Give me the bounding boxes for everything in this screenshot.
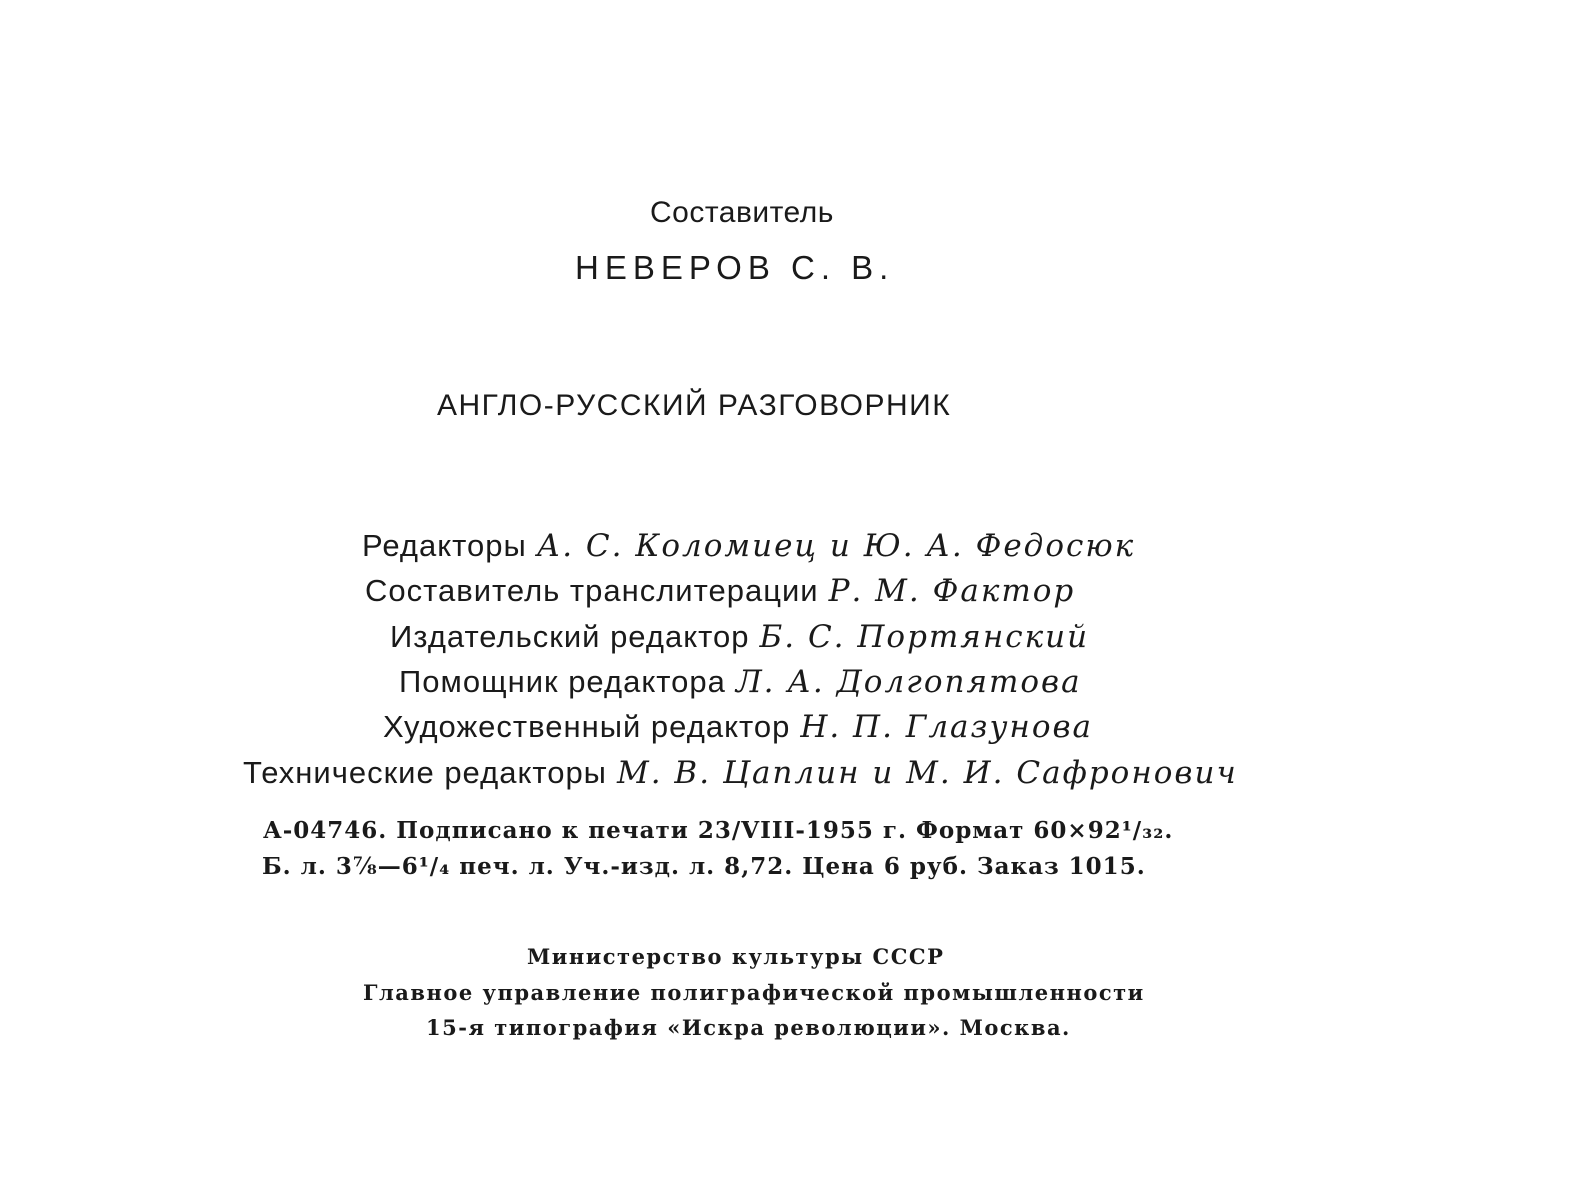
credit-role: Составитель транслитерации: [365, 573, 819, 608]
printer-ministry: Министерство культуры СССР: [527, 944, 945, 969]
credit-art-editor: [383, 709, 1093, 745]
credit-person: М. В. Цаплин и М. И. Сафронович: [616, 755, 1238, 791]
credit-person: Л. А. Долгопятова: [735, 664, 1082, 700]
book-title: АНГЛО-РУССКИЙ РАЗГОВОРНИК: [437, 389, 952, 422]
credit-role: Художественный редактор: [383, 709, 791, 744]
credit-transliteration: [365, 573, 1075, 609]
printer-department: Главное управление полиграфической промышленности: [363, 980, 1145, 1005]
compiler-name: НЕВЕРОВ С. В.: [575, 249, 895, 286]
credit-person: Н. П. Глазунова: [800, 709, 1094, 745]
credit-publishing-editor: [390, 619, 1089, 655]
credit-person: Б. С. Портянский: [759, 619, 1090, 655]
printer-press: 15-я типография «Искра революции». Москва.: [426, 1015, 1071, 1040]
compiler-label: Составитель: [650, 196, 834, 229]
credit-editors: [362, 528, 1135, 564]
credit-role: Помощник редактора: [399, 664, 726, 699]
publication-info-line-2: Б. л. 3⅞—6¹/₄ печ. л. Уч.-изд. л. 8,72. Цена 6 руб. Заказ 1015.: [262, 853, 1146, 880]
publication-info-line-1: А-04746. Подписано к печати 23/VIII-1955 г. Формат 60×92¹/₃₂.: [263, 817, 1174, 844]
credit-technical-editors: [243, 755, 1238, 791]
credit-role: Технические редакторы: [243, 755, 607, 790]
credit-role: Редакторы: [362, 528, 527, 563]
credit-role: Издательский редактор: [390, 619, 750, 654]
credit-person: А. С. Коломиец и Ю. А. Федосюк: [536, 528, 1136, 564]
credit-assistant-editor: [399, 664, 1082, 700]
credit-person: Р. М. Фактор: [828, 573, 1076, 609]
